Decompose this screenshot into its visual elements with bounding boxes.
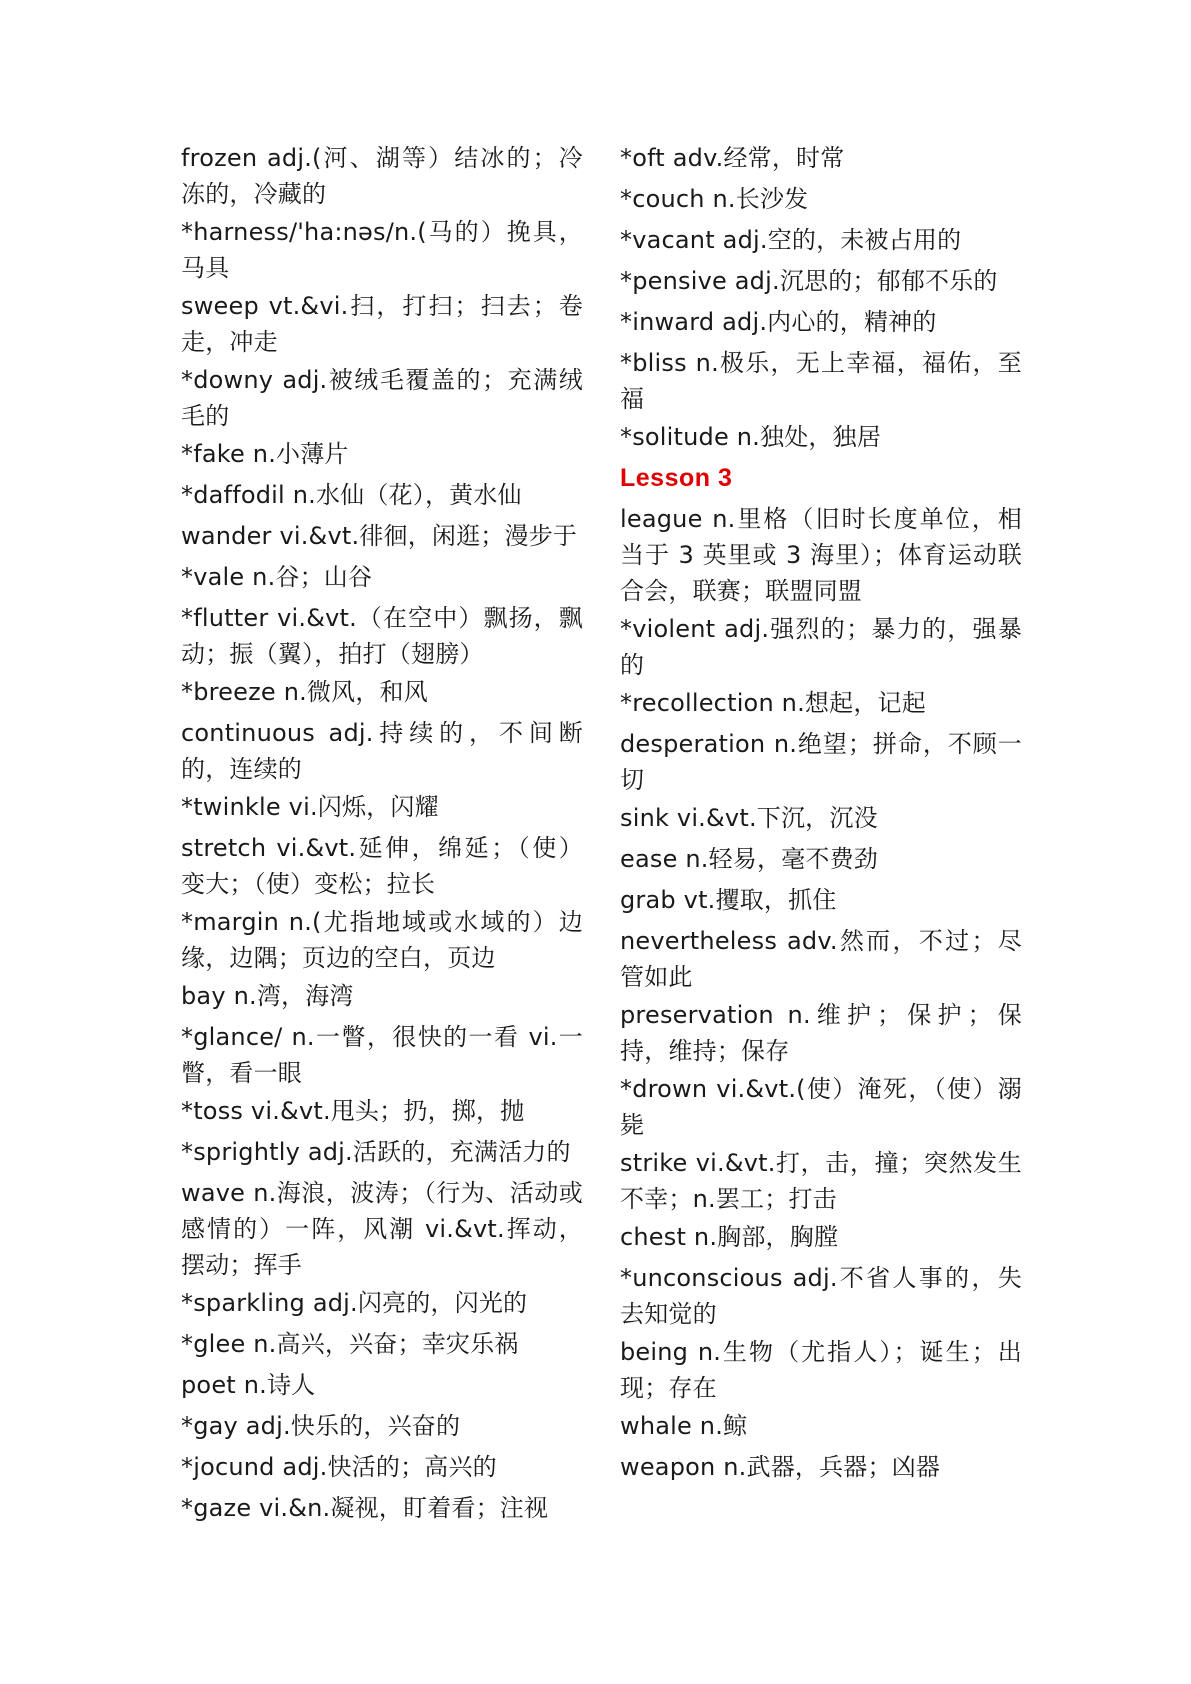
vocab-entry: *downy adj.被绒毛覆盖的；充满绒毛的 — [181, 366, 583, 430]
vocab-entry: wave n.海浪，波涛；（行为、活动或感情的）一阵，风潮 vi.&vt.挥动，摆动；挥手 — [181, 1179, 583, 1279]
vocab-entry: *breeze n.微风，和风 — [181, 678, 428, 706]
vocab-entry: *couch n.长沙发 — [620, 185, 809, 213]
vocab-entry: desperation n.绝望；拼命，不顾一切 — [620, 730, 1022, 794]
vocab-entry: *drown vi.&vt.(使）淹死，（使）溺毙 — [620, 1075, 1022, 1139]
vocab-entry: bay n.湾，海湾 — [181, 982, 354, 1010]
vocab-entry: frozen adj.(河、湖等）结冰的；冷冻的，冷藏的 — [181, 144, 583, 208]
vocab-entry: whale n.鲸 — [620, 1412, 748, 1440]
vocab-entry: *recollection n.想起，记起 — [620, 689, 926, 717]
vocab-entry: *unconscious adj.不省人事的，失去知觉的 — [620, 1264, 1022, 1328]
vocab-entry: *sparkling adj.闪亮的，闪光的 — [181, 1289, 528, 1317]
vocab-entry: chest n.胸部，胸膛 — [620, 1223, 839, 1251]
vocab-entry: league n.里格（旧时长度单位，相当于 3 英里或 3 海里）；体育运动联合会，联赛；联盟同盟 — [620, 505, 1022, 605]
vocab-entry: *fake n.小薄片 — [181, 440, 349, 468]
vocab-entry: strike vi.&vt.打，击，撞；突然发生不幸；n.罢工；打击 — [620, 1149, 1022, 1213]
vocab-entry: *pensive adj.沉思的；郁郁不乐的 — [620, 267, 998, 295]
vocab-entry: *solitude n.独处，独居 — [620, 423, 882, 451]
vocab-entry: nevertheless adv.然而，不过；尽管如此 — [620, 927, 1022, 991]
vocab-entry: *twinkle vi.闪烁，闪耀 — [181, 793, 439, 821]
vocab-entry: stretch vi.&vt.延伸，绵延；（使）变大；（使）变松；拉长 — [181, 834, 583, 898]
vocab-entry: *daffodil n.水仙（花），黄水仙 — [181, 481, 522, 509]
vocab-entry: sweep vt.&vi.扫，打扫；扫去；卷走，冲走 — [181, 292, 583, 356]
right-column-entries — [620, 140, 1022, 455]
vocab-entry: *toss vi.&vt.甩头；扔，掷，抛 — [181, 1097, 525, 1125]
vocab-entry: *vacant adj.空的，未被占用的 — [620, 226, 962, 254]
vocab-entry: *harness/'ha:nəs/n.(马的）挽具，马具 — [181, 218, 583, 282]
vocab-entry: *gay adj.快乐的，兴奋的 — [181, 1412, 461, 1440]
vocab-entry: sink vi.&vt.下沉，沉没 — [620, 804, 878, 832]
vocab-entry: *glee n.高兴，兴奋；幸灾乐祸 — [181, 1330, 519, 1358]
vocab-entry: poet n.诗人 — [181, 1371, 316, 1399]
vocab-entry: ease n.轻易，毫不费劲 — [620, 845, 879, 873]
vocab-entry: wander vi.&vt.徘徊，闲逛；漫步于 — [181, 522, 578, 550]
vocab-entry: weapon n.武器，兵器；凶器 — [620, 1453, 941, 1481]
lesson-heading: Lesson 3 — [620, 464, 733, 492]
vocab-entry: *sprightly adj.活跃的，充满活力的 — [181, 1138, 571, 1166]
vocab-entry: *jocund adj.快活的；高兴的 — [181, 1453, 497, 1481]
vocab-entry: *flutter vi.&vt.（在空中）飘扬，飘动；振（翼），拍打（翅膀） — [181, 604, 583, 668]
vocab-entry: *inward adj.内心的，精神的 — [620, 308, 937, 336]
vocab-entry: being n.生物（尤指人）；诞生；出现；存在 — [620, 1338, 1022, 1402]
vocab-entry: grab vt.攫取，抓住 — [620, 886, 837, 914]
vocab-entry: preservation n.维护；保护；保持，维持；保存 — [620, 1001, 1022, 1065]
vocab-entry: *bliss n.极乐，无上幸福，福佑，至福 — [620, 349, 1022, 413]
left-column — [181, 140, 583, 1531]
right-column — [620, 140, 1022, 1490]
vocab-entry: continuous adj.持续的，不间断的，连续的 — [181, 719, 583, 783]
vocab-entry: *margin n.(尤指地域或水域的）边缘，边隅；页边的空白，页边 — [181, 908, 583, 972]
vocab-entry: *oft adv.经常，时常 — [620, 144, 845, 172]
vocab-entry: *violent adj.强烈的；暴力的，强暴的 — [620, 615, 1022, 679]
vocab-entry: *gaze vi.&n.凝视，盯着看；注视 — [181, 1494, 549, 1522]
vocab-entry: *vale n.谷；山谷 — [181, 563, 373, 591]
vocab-entry: *glance/ n.一瞥，很快的一看 vi.一瞥，看一眼 — [181, 1023, 583, 1087]
lesson3-entries — [620, 501, 1022, 1485]
